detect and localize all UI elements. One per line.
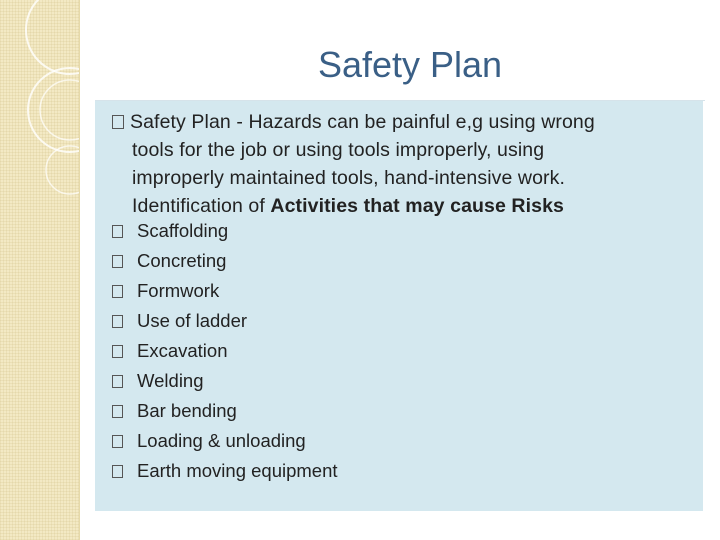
list-item-label: Earth moving equipment xyxy=(137,460,338,481)
list-item xyxy=(112,336,338,366)
list-item xyxy=(112,216,338,246)
activity-list xyxy=(112,216,338,486)
bullet-box-icon xyxy=(112,225,123,238)
intro-paragraph xyxy=(112,108,672,220)
list-item-label: Bar bending xyxy=(137,400,237,421)
slide-title: Safety Plan xyxy=(317,44,503,85)
intro-line-2: tools for the job or using tools improperly, using xyxy=(132,139,545,161)
intro-lead: Safety Plan - Hazards can be painful e,g using wrong xyxy=(130,111,595,133)
list-item-label: Scaffolding xyxy=(137,220,229,241)
list-item-label: Concreting xyxy=(137,250,227,271)
intro-line-4-plain: Identification of xyxy=(132,195,271,217)
list-item xyxy=(112,306,338,336)
list-item xyxy=(112,396,338,426)
intro-bullet-line xyxy=(112,111,595,133)
list-item-label: Use of ladder xyxy=(137,310,248,331)
list-item xyxy=(112,276,338,306)
intro-line-4-bold: Activities that may cause Risks xyxy=(270,195,564,217)
decorative-side-strip xyxy=(0,0,80,540)
list-item xyxy=(112,426,338,456)
decorative-circles xyxy=(0,0,79,540)
list-item xyxy=(112,246,338,276)
bullet-box-icon xyxy=(112,375,123,388)
bullet-box-icon xyxy=(112,315,123,328)
bullet-box-icon xyxy=(112,115,124,129)
list-item-label: Welding xyxy=(137,370,204,391)
bullet-box-icon xyxy=(112,435,123,448)
list-item xyxy=(112,456,338,486)
list-item-label: Formwork xyxy=(137,280,220,301)
bullet-box-icon xyxy=(112,465,123,478)
list-item-label: Excavation xyxy=(137,340,228,361)
bullet-box-icon xyxy=(112,285,123,298)
bullet-box-icon xyxy=(112,405,123,418)
bullet-box-icon xyxy=(112,255,123,268)
list-item xyxy=(112,366,338,396)
intro-line-3: improperly maintained tools, hand-intensive work. xyxy=(132,167,566,189)
bullet-box-icon xyxy=(112,345,123,358)
list-item-label: Loading & unloading xyxy=(137,430,306,451)
